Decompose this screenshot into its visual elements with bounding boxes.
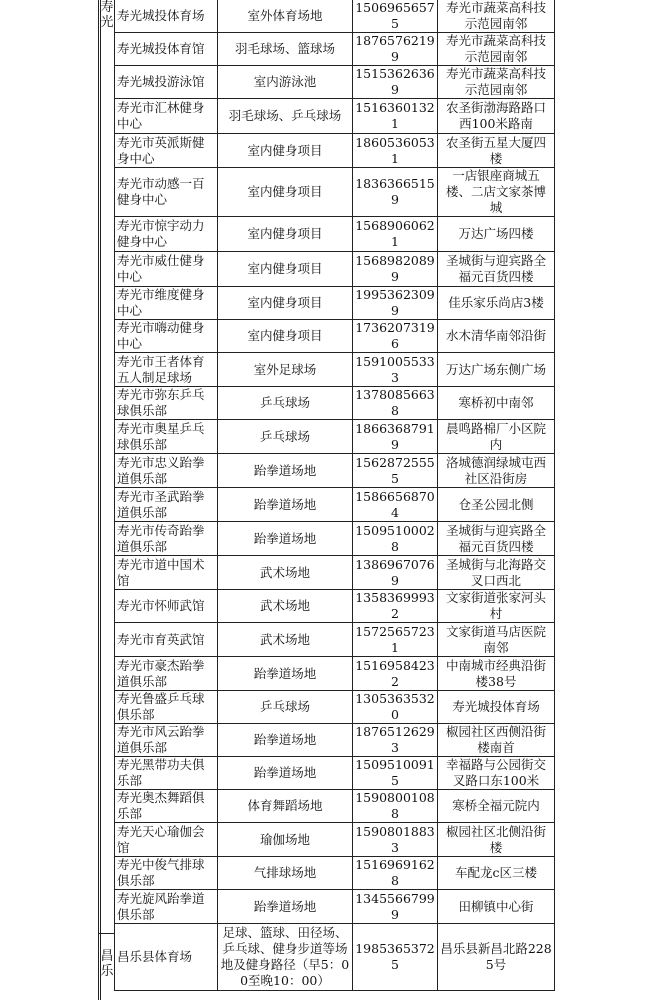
venue-table	[114, 0, 555, 991]
venue-type-cell: 室内健身项目	[218, 252, 353, 287]
phone-cell: 19853653725	[353, 924, 438, 991]
venue-name-cell: 寿光奥杰舞蹈俱乐部	[115, 790, 218, 823]
venue-name-cell: 寿光城投游泳馆	[115, 66, 218, 99]
venue-type-cell: 室外体育场地	[218, 0, 353, 33]
table-row	[115, 724, 555, 757]
phone-cell: 13455667999	[353, 890, 438, 924]
table-row	[115, 857, 555, 890]
table-row	[115, 590, 555, 623]
venue-type-cell: 跆拳道场地	[218, 890, 353, 924]
table-row	[115, 287, 555, 320]
venue-name-cell: 寿光旋风跆拳道俱乐部	[115, 890, 218, 924]
venue-name-cell: 寿光市奥星乒乓球俱乐部	[115, 420, 218, 454]
table-row	[115, 217, 555, 252]
venue-type-cell: 乒乓球场	[218, 420, 353, 454]
table-row	[115, 556, 555, 590]
table-row	[115, 488, 555, 522]
address-cell: 圣城街与迎宾路全福元百货四楼	[438, 522, 555, 556]
address-cell: 中南城市经典沿街楼38号	[438, 657, 555, 691]
address-cell: 椒园社区西侧沿街楼南首	[438, 724, 555, 757]
region-column-left-border	[98, 0, 99, 1000]
venue-type-cell: 跆拳道场地	[218, 454, 353, 488]
phone-cell: 15908001088	[353, 790, 438, 823]
address-cell: 文家街道马店医院南邻	[438, 623, 555, 657]
phone-cell: 15069656575	[353, 0, 438, 33]
table-row	[115, 522, 555, 556]
table-row	[115, 252, 555, 287]
venue-type-cell: 气排球场地	[218, 857, 353, 890]
phone-cell: 15095100028	[353, 522, 438, 556]
venue-name-cell: 昌乐县体育场	[115, 924, 218, 991]
venue-type-cell: 跆拳道场地	[218, 757, 353, 790]
venue-type-cell: 室内健身项目	[218, 168, 353, 217]
table-row	[115, 623, 555, 657]
venue-name-cell: 寿光市嗨动健身中心	[115, 320, 218, 353]
venue-name-cell: 寿光市育英武馆	[115, 623, 218, 657]
region-label-shouguang	[99, 0, 115, 30]
venue-type-cell: 羽毛球场、乒乓球场	[218, 99, 353, 134]
venue-name-cell: 寿光黑带功夫俱乐部	[115, 757, 218, 790]
phone-cell: 15689060621	[353, 217, 438, 252]
phone-cell: 17362073196	[353, 320, 438, 353]
region-column-left-border-inner	[100, 0, 101, 1000]
address-cell: 车配龙c区三楼	[438, 857, 555, 890]
table-row	[115, 66, 555, 99]
address-cell: 一店银座商城五楼、二店文家茶博城	[438, 168, 555, 217]
phone-cell: 18605360531	[353, 134, 438, 168]
venue-name-cell: 寿光市惊宇动力健身中心	[115, 217, 218, 252]
phone-cell: 13780856638	[353, 387, 438, 420]
address-cell: 寿光市蔬菜高科技示范园南邻	[438, 66, 555, 99]
address-cell: 寒桥全福元院内	[438, 790, 555, 823]
table-row	[115, 320, 555, 353]
address-cell: 农圣街渤海路路口西100米路南	[438, 99, 555, 134]
venue-name-cell: 寿光市圣武跆拳道俱乐部	[115, 488, 218, 522]
phone-cell: 15689820899	[353, 252, 438, 287]
phone-cell: 18663687919	[353, 420, 438, 454]
phone-cell: 15169691628	[353, 857, 438, 890]
address-cell: 寿光城投体育场	[438, 691, 555, 724]
table-row	[115, 168, 555, 217]
venue-name-cell: 寿光市英派斯健身中心	[115, 134, 218, 168]
venue-type-cell: 室内健身项目	[218, 134, 353, 168]
address-cell: 万达广场四楼	[438, 217, 555, 252]
venue-name-cell: 寿光市道中国术馆	[115, 556, 218, 590]
venue-name-cell: 寿光天心瑜伽会馆	[115, 823, 218, 857]
venue-name-cell: 寿光市怀师武馆	[115, 590, 218, 623]
table-row	[115, 790, 555, 823]
venue-name-cell: 寿光市豪杰跆拳道俱乐部	[115, 657, 218, 691]
venue-type-cell: 跆拳道场地	[218, 522, 353, 556]
venue-type-cell: 室内健身项目	[218, 287, 353, 320]
region-char: 乐	[100, 964, 114, 979]
region-char: 寿	[100, 0, 114, 15]
phone-cell: 19953623099	[353, 287, 438, 320]
phone-cell: 15153626369	[353, 66, 438, 99]
region-char: 昌	[100, 949, 114, 964]
venue-type-cell: 足球、篮球、田径场、乒乓球、健身步道等场地及健身路径（早5：00至晚10：00）	[218, 924, 353, 991]
phone-cell: 15866568704	[353, 488, 438, 522]
address-cell: 洛城德润绿城屯西社区沿街房	[438, 454, 555, 488]
phone-cell: 18765762199	[353, 33, 438, 66]
address-cell: 椒园社区北侧沿街楼	[438, 823, 555, 857]
address-cell: 圣城街与迎宾路全福元百货四楼	[438, 252, 555, 287]
phone-cell: 15725657231	[353, 623, 438, 657]
phone-cell: 15163601321	[353, 99, 438, 134]
table-row	[115, 691, 555, 724]
venue-type-cell: 武术场地	[218, 590, 353, 623]
venue-name-cell: 寿光市威仕健身中心	[115, 252, 218, 287]
region-label-changle	[99, 949, 115, 979]
venue-type-cell: 羽毛球场、篮球场	[218, 33, 353, 66]
venue-name-cell: 寿光中俊气排球俱乐部	[115, 857, 218, 890]
phone-cell: 15908018833	[353, 823, 438, 857]
venue-type-cell: 跆拳道场地	[218, 488, 353, 522]
address-cell: 文家街道张家河头村	[438, 590, 555, 623]
address-cell: 农圣街五星大厦四楼	[438, 134, 555, 168]
address-cell: 万达广场东侧广场	[438, 353, 555, 387]
table-row	[115, 454, 555, 488]
table-row	[115, 99, 555, 134]
address-cell: 寒桥初中南邻	[438, 387, 555, 420]
address-cell: 仓圣公园北侧	[438, 488, 555, 522]
phone-cell: 15169584232	[353, 657, 438, 691]
address-cell: 幸福路与公园街交叉路口东100米	[438, 757, 555, 790]
venue-type-cell: 武术场地	[218, 556, 353, 590]
phone-cell: 15628725555	[353, 454, 438, 488]
table-row	[115, 134, 555, 168]
region-char: 光	[100, 15, 114, 30]
venue-name-cell: 寿光鲁盛乒乓球俱乐部	[115, 691, 218, 724]
venue-name-cell: 寿光市风云跆拳道俱乐部	[115, 724, 218, 757]
phone-cell: 13583699932	[353, 590, 438, 623]
venue-name-cell: 寿光城投体育场	[115, 0, 218, 33]
address-cell: 晨鸣路棉厂小区院内	[438, 420, 555, 454]
table-row	[115, 387, 555, 420]
table-row	[115, 890, 555, 924]
phone-cell: 18363665159	[353, 168, 438, 217]
table-row	[115, 420, 555, 454]
address-cell: 寿光市蔬菜高科技示范园南邻	[438, 0, 555, 33]
phone-cell: 13869670769	[353, 556, 438, 590]
address-cell: 田柳镇中心街	[438, 890, 555, 924]
address-cell: 圣城街与北海路交叉口西北	[438, 556, 555, 590]
venue-name-cell: 寿光市传奇跆拳道俱乐部	[115, 522, 218, 556]
region-separator	[98, 933, 114, 934]
venue-name-cell: 寿光市弥东乒乓球俱乐部	[115, 387, 218, 420]
table-row	[115, 353, 555, 387]
phone-cell: 15095100915	[353, 757, 438, 790]
table-row	[115, 823, 555, 857]
address-cell: 水木清华南邻沿街	[438, 320, 555, 353]
phone-cell: 13053635320	[353, 691, 438, 724]
venue-type-cell: 室外足球场	[218, 353, 353, 387]
venue-type-cell: 瑜伽场地	[218, 823, 353, 857]
table-row	[115, 924, 555, 991]
venue-type-cell: 乒乓球场	[218, 387, 353, 420]
venue-name-cell: 寿光市忠义跆拳道俱乐部	[115, 454, 218, 488]
venue-name-cell: 寿光市王者体育五人制足球场	[115, 353, 218, 387]
table-row	[115, 0, 555, 33]
phone-cell: 15910055333	[353, 353, 438, 387]
phone-cell: 18765126293	[353, 724, 438, 757]
venue-type-cell: 体育舞蹈场地	[218, 790, 353, 823]
venue-name-cell: 寿光市动感一百健身中心	[115, 168, 218, 217]
venue-type-cell: 室内健身项目	[218, 217, 353, 252]
table-row	[115, 33, 555, 66]
venue-type-cell: 跆拳道场地	[218, 724, 353, 757]
venue-name-cell: 寿光市汇林健身中心	[115, 99, 218, 134]
venue-type-cell: 室内游泳池	[218, 66, 353, 99]
table-row	[115, 757, 555, 790]
address-cell: 佳乐家乐尚店3楼	[438, 287, 555, 320]
address-cell: 昌乐县新昌北路2285号	[438, 924, 555, 991]
venue-type-cell: 乒乓球场	[218, 691, 353, 724]
address-cell: 寿光市蔬菜高科技示范园南邻	[438, 33, 555, 66]
venue-type-cell: 跆拳道场地	[218, 657, 353, 691]
venue-type-cell: 室内健身项目	[218, 320, 353, 353]
venue-name-cell: 寿光市维度健身中心	[115, 287, 218, 320]
venue-type-cell: 武术场地	[218, 623, 353, 657]
venue-name-cell: 寿光城投体育馆	[115, 33, 218, 66]
table-row	[115, 657, 555, 691]
